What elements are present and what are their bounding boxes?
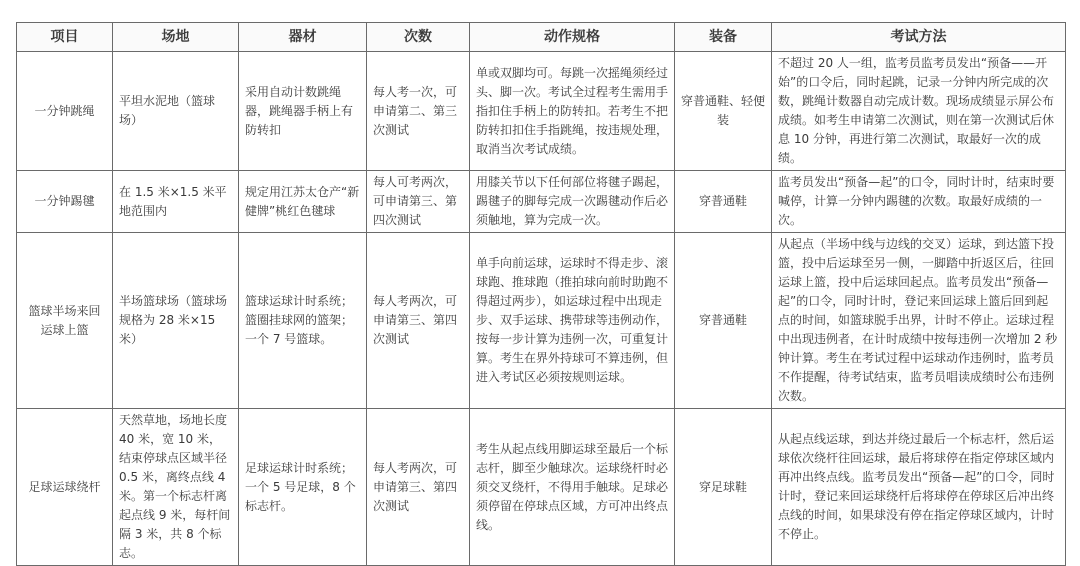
rules-table-wrapper <box>16 22 1065 566</box>
cell-venue: 平坦水泥地（篮球场） <box>113 52 239 171</box>
header-equipment: 器材 <box>239 23 367 52</box>
cell-method: 从起点线运球，到达并绕过最后一个标志杆，然后运球依次绕杆往回运球，最后将球停在指定停球区域内再冲出终点线。监考员发出“预备—起”的口令，同时计时，登记来回运球绕杆后将球停在停球区后冲出终点线的时间，如果球没有停在指定停球区域内，计时不停止。 <box>772 409 1066 566</box>
cell-equipment: 采用自动计数跳绳器，跳绳器手柄上有防转扣 <box>239 52 367 171</box>
cell-gear: 穿足球鞋 <box>675 409 772 566</box>
header-venue: 场地 <box>113 23 239 52</box>
cell-venue: 在 1.5 米×1.5 米平地范围内 <box>113 171 239 233</box>
header-method: 考试方法 <box>772 23 1066 52</box>
cell-method: 从起点（半场中线与边线的交叉）运球，到达篮下投篮，投中后运球至另一侧，一脚踏中折返区后，往回运球上篮，投中后运球回起点。监考员发出“预备—起”的口令，同时计时，登记来回运球上篮后回到起点的时间，如篮球脱手出界，计时不停止。运球过程中出现违例者，在计时成绩中按每违例一次增加 2 秒钟计算。考生在考试过程中运球动作违例时，监考员不作提醒，待考试结束，监考员唱读成绩时公布违例次数。 <box>772 233 1066 409</box>
cell-attempts: 每人考两次，可申请第三、第四次测试 <box>367 233 470 409</box>
header-row <box>17 23 1066 52</box>
cell-item: 一分钟跳绳 <box>17 52 113 171</box>
cell-spec: 单手向前运球，运球时不得走步、滚球跑、推球跑（推拍球向前时助跑不得超过两步），如运球过程中出现走步、双手运球、携带球等违例动作，按每一步计算为违例一次，可重复计算。考生在界外持球可不算违例，但进入考试区必须按规则运球。 <box>470 233 675 409</box>
cell-spec: 考生从起点线用脚运球至最后一个标志杆，脚至少触球次。运球绕杆时必须交叉绕杆，不得用手触球。足球必须停留在停球点区域，方可冲出终点线。 <box>470 409 675 566</box>
cell-venue: 半场篮球场（篮球场规格为 28 米×15 米） <box>113 233 239 409</box>
cell-gear: 穿普通鞋 <box>675 233 772 409</box>
cell-spec: 单或双脚均可。每跳一次摇绳须经过头、脚一次。考试全过程考生需用手指扣住手柄上的防转扣。若考生不把防转扣扣住手指跳绳，按违规处理，取消当次考试成绩。 <box>470 52 675 171</box>
table-row <box>17 52 1066 171</box>
cell-attempts: 每人可考两次，可申请第三、第四次测试 <box>367 171 470 233</box>
cell-equipment: 足球运球计时系统；一个 5 号足球，8 个标志杆。 <box>239 409 367 566</box>
table-row <box>17 233 1066 409</box>
cell-item: 一分钟踢毽 <box>17 171 113 233</box>
cell-method: 不超过 20 人一组，监考员监考员发出“预备——开始”的口令后，同时起跳，记录一分钟内所完成的次数，跳绳计数器自动完成计数。现场成绩显示屏公布成绩。如考生申请第二次测试，则在第一次测试后休息 10 分钟，再进行第二次测试，取最好一次的成绩。 <box>772 52 1066 171</box>
cell-item: 足球运球绕杆 <box>17 409 113 566</box>
header-attempts: 次数 <box>367 23 470 52</box>
cell-venue: 天然草地，场地长度 40 米，宽 10 米，结束停球点区域半径 0.5 米，离终点线 4 米。第一个标志杆离起点线 9 米，每杆间隔 3 米，共 8 个标志。 <box>113 409 239 566</box>
cell-gear: 穿普通鞋、轻便装 <box>675 52 772 171</box>
cell-spec: 用膝关节以下任何部位将毽子踢起，踢毽子的脚每完成一次踢毽动作后必须触地，算为完成一次。 <box>470 171 675 233</box>
header-item: 项目 <box>17 23 113 52</box>
cell-item: 篮球半场来回运球上篮 <box>17 233 113 409</box>
header-spec: 动作规格 <box>470 23 675 52</box>
cell-attempts: 每人考两次，可申请第三、第四次测试 <box>367 409 470 566</box>
cell-equipment: 篮球运球计时系统；篮圈挂球网的篮架；一个 7 号篮球。 <box>239 233 367 409</box>
cell-method: 监考员发出“预备—起”的口令，同时计时，结束时要喊停，计算一分钟内踢毽的次数。取最好成绩的一次。 <box>772 171 1066 233</box>
cell-attempts: 每人考一次，可申请第二、第三次测试 <box>367 52 470 171</box>
exam-rules-table <box>16 22 1066 566</box>
table-row <box>17 409 1066 566</box>
cell-gear: 穿普通鞋 <box>675 171 772 233</box>
table-row <box>17 171 1066 233</box>
header-gear: 装备 <box>675 23 772 52</box>
cell-equipment: 规定用江苏太仓产“新健牌”桃红色毽球 <box>239 171 367 233</box>
